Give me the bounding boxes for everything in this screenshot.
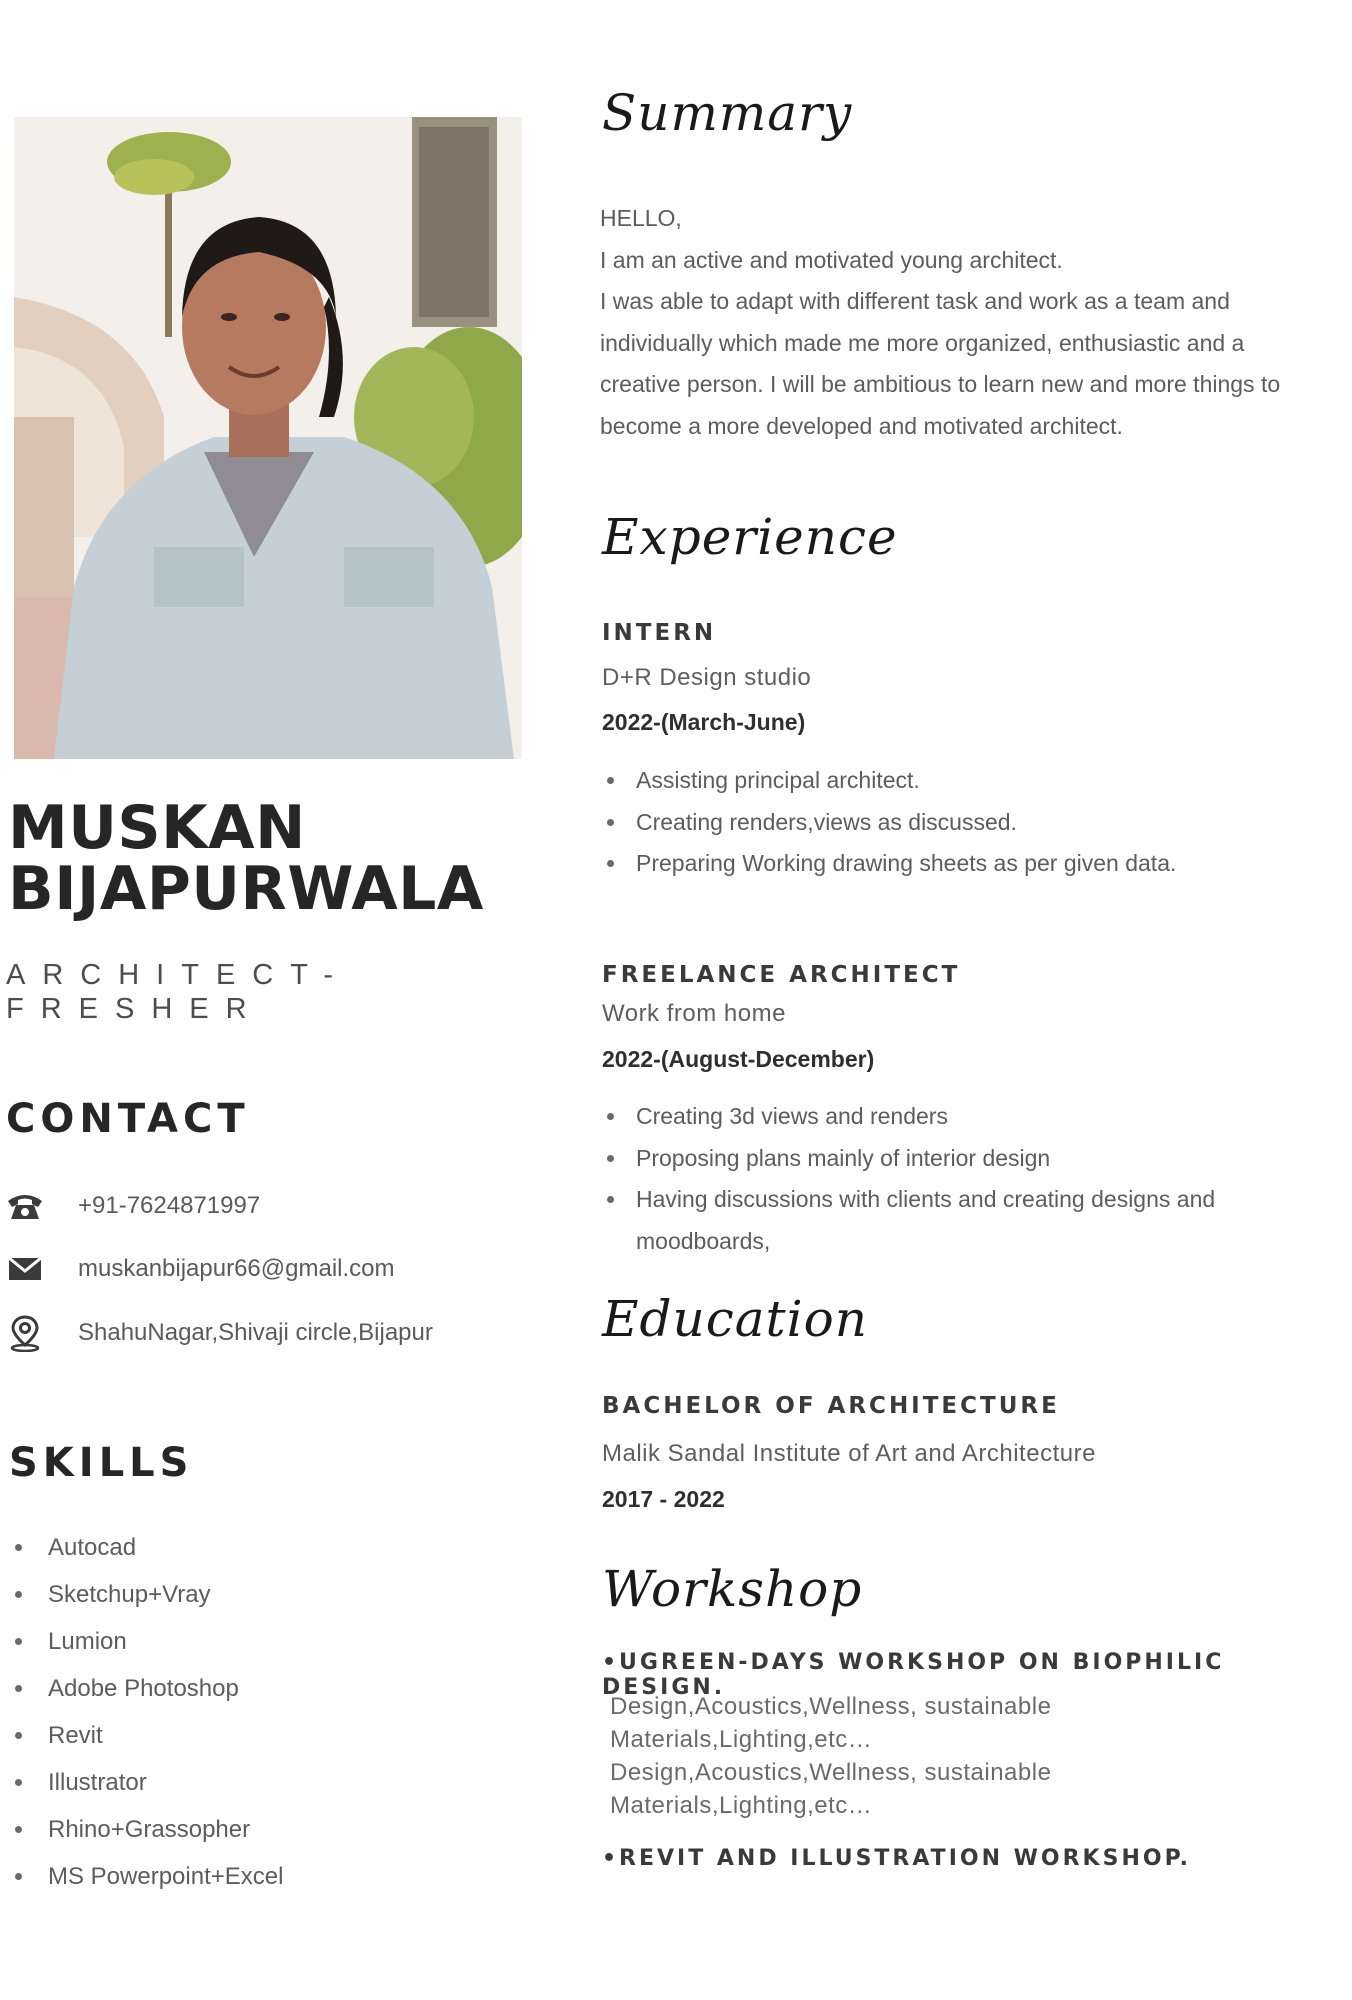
summary-text — [600, 198, 1340, 447]
summary-line: creative person. I will be ambitious to learn new and more things to — [600, 371, 1281, 397]
workshop-line: Design,Acoustics,Wellness, sustainable — [610, 1759, 1052, 1786]
job-duties — [602, 1096, 1262, 1262]
institute-name: Malik Sandal Institute of Art and Architecture — [602, 1440, 1096, 1467]
workshop-line: Design,Acoustics,Wellness, sustainable — [610, 1693, 1052, 1720]
contact-heading: CONTACT — [6, 1096, 250, 1142]
skill-item — [8, 1665, 283, 1712]
skill-label: Illustrator — [48, 1768, 147, 1796]
summary-line: I was able to adapt with different task and work as a team and — [600, 288, 1230, 314]
bullet-icon — [15, 1638, 22, 1645]
bullet-icon — [607, 1196, 614, 1203]
envelope-icon — [6, 1250, 44, 1288]
skill-label: Lumion — [48, 1627, 127, 1655]
role-line-1: ARCHITECT- — [6, 959, 350, 991]
email-address[interactable]: muskanbijapur66@gmail.com — [78, 1255, 395, 1282]
education-years: 2017 - 2022 — [602, 1486, 725, 1512]
duty-item — [602, 843, 1342, 885]
job-role — [6, 958, 350, 1026]
workshop-line: Materials,Lighting,etc… — [610, 1726, 873, 1753]
role-line-2: FRESHER — [6, 993, 264, 1025]
skill-item — [8, 1806, 283, 1853]
phone-number[interactable]: +91-7624871997 — [78, 1192, 261, 1219]
contact-email — [6, 1249, 526, 1289]
duty-text: Having discussions with clients and creating designs and moodboards, — [636, 1186, 1216, 1254]
summary-heading: Summary — [602, 84, 853, 142]
workshop-title: •UGREEN-DAYS WORKSHOP ON BIOPHILIC DESIGN. — [602, 1650, 1225, 1700]
duty-item — [602, 1096, 1262, 1138]
duty-item — [602, 802, 1342, 844]
skill-item — [8, 1524, 283, 1571]
bullet-icon — [607, 860, 614, 867]
duty-text: Preparing Working drawing sheets as per given data. — [636, 850, 1177, 876]
summary-line: become a more developed and motivated architect. — [600, 412, 1123, 439]
job-title: INTERN — [602, 620, 717, 646]
duty-text: Assisting principal architect. — [636, 767, 920, 793]
bullet-icon — [15, 1685, 22, 1692]
profile-photo — [14, 117, 522, 759]
bullet-icon — [15, 1591, 22, 1598]
education-heading: Education — [602, 1290, 868, 1348]
job-duties — [602, 760, 1342, 885]
bullet-icon — [15, 1732, 22, 1739]
bullet-icon — [607, 1113, 614, 1120]
workshop-title: •REVIT AND ILLUSTRATION WORKSHOP. — [602, 1846, 1192, 1871]
bullet-icon — [607, 819, 614, 826]
duty-text: Creating 3d views and renders — [636, 1103, 948, 1129]
skill-label: Autocad — [48, 1533, 137, 1561]
contact-address — [6, 1313, 526, 1353]
skills-list — [8, 1524, 283, 1900]
job-period: 2022-(August-December) — [602, 1046, 875, 1072]
bullet-icon — [15, 1779, 22, 1786]
location-pin-icon — [6, 1314, 44, 1352]
last-name: BIJAPURWALA — [8, 854, 484, 924]
job-company: D+R Design studio — [602, 664, 812, 691]
duty-item — [602, 1179, 1262, 1262]
bullet-icon — [15, 1826, 22, 1833]
skill-label: Adobe Photoshop — [48, 1674, 239, 1702]
home-address: ShahuNagar,Shivaji circle,Bijapur — [78, 1319, 433, 1346]
workshop-heading: Workshop — [602, 1560, 863, 1618]
skills-heading: SKILLS — [9, 1440, 194, 1486]
duty-item — [602, 1138, 1262, 1180]
phone-icon — [6, 1187, 44, 1225]
skill-label: Revit — [48, 1721, 103, 1749]
skill-label: Rhino+Grassopher — [48, 1815, 251, 1843]
job-period: 2022-(March-June) — [602, 709, 806, 735]
bullet-icon — [607, 777, 614, 784]
skill-label: Sketchup+Vray — [48, 1580, 211, 1608]
workshop-line: Materials,Lighting,etc… — [610, 1792, 873, 1819]
job-company: Work from home — [602, 1000, 786, 1027]
duty-text: Proposing plans mainly of interior design — [636, 1144, 1051, 1171]
skill-item — [8, 1712, 283, 1759]
skill-item — [8, 1853, 283, 1900]
bullet-icon — [15, 1544, 22, 1551]
skill-item — [8, 1571, 283, 1618]
duty-text: Creating renders,views as discussed. — [636, 808, 1017, 835]
duty-item — [602, 760, 1342, 802]
skill-item — [8, 1759, 283, 1806]
skill-item — [8, 1618, 283, 1665]
skill-label: MS Powerpoint+Excel — [48, 1862, 284, 1890]
workshop-description — [610, 1690, 1330, 1822]
summary-line: individually which made me more organized, enthusiastic and a — [600, 329, 1245, 356]
summary-line: I am an active and motivated young architect. — [600, 246, 1063, 273]
contact-phone — [6, 1186, 526, 1226]
summary-line: HELLO, — [600, 205, 682, 231]
job-title: FREELANCE ARCHITECT — [602, 962, 961, 988]
experience-heading: Experience — [602, 508, 898, 566]
degree-title: BACHELOR OF ARCHITECTURE — [602, 1393, 1060, 1419]
bullet-icon — [607, 1155, 614, 1162]
bullet-icon — [15, 1873, 22, 1880]
full-name — [8, 793, 528, 924]
first-name: MUSKAN — [8, 793, 306, 863]
